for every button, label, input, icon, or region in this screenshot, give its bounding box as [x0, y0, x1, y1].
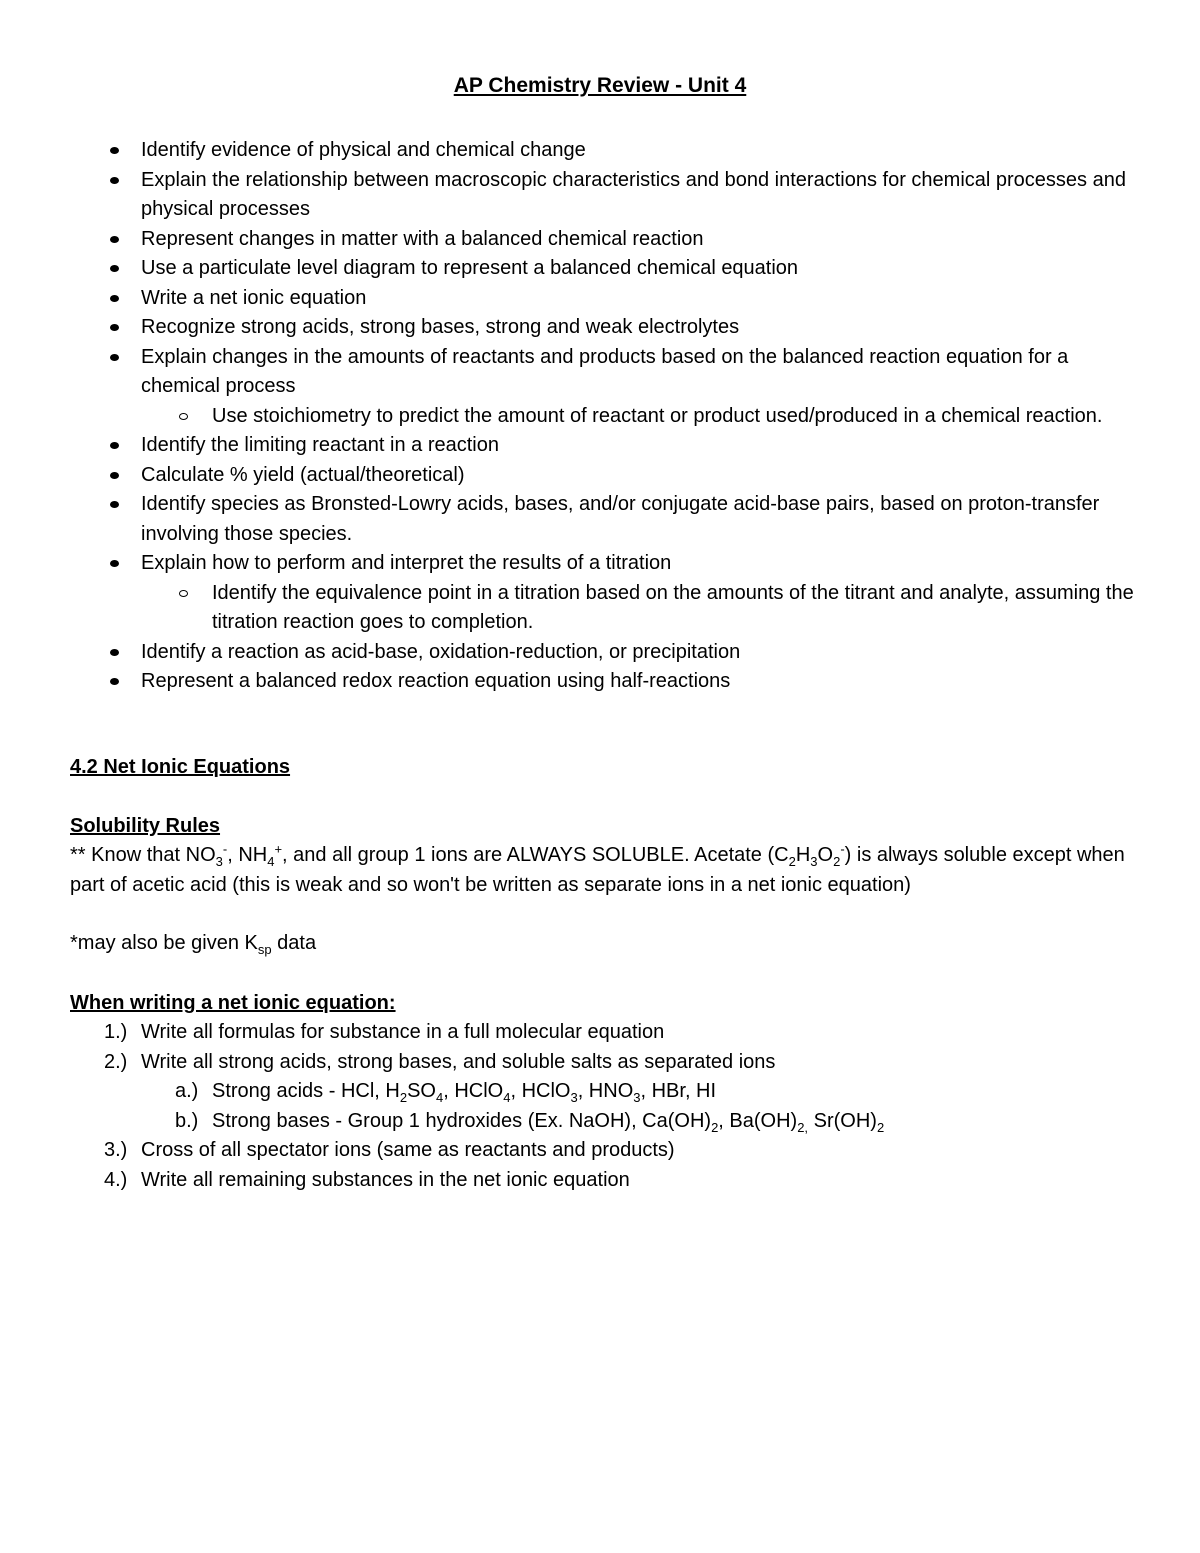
text-run: , HNO	[577, 1080, 634, 1102]
text-run: , Ba(OH)	[718, 1109, 798, 1132]
objective-subitem: Use stoichiometry to predict the amount of reactant or product used/produced in a chemical reaction.	[212, 402, 1141, 432]
subscript: 3	[633, 1090, 641, 1105]
text-run: Strong acids - HCl, H	[212, 1080, 400, 1102]
step-item	[104, 1018, 1154, 1048]
superscript: -	[840, 841, 845, 857]
text-run: data	[271, 932, 317, 954]
step-number: 3.)	[104, 1139, 128, 1161]
subscript: 2	[876, 1119, 885, 1135]
text-run: O	[817, 844, 834, 866]
objective-item: Represent a balanced redox reaction equation using half-reactions	[141, 667, 1141, 697]
subscript: 4	[503, 1090, 511, 1105]
step-number: 2.)	[104, 1050, 128, 1073]
text-run: SO	[407, 1080, 436, 1102]
objective-item: Identify a reaction as acid-base, oxidation-reduction, or precipitation	[141, 638, 1141, 668]
net-ionic-steps-heading: When writing a net ionic equation:	[70, 992, 396, 1014]
objective-item: Represent changes in matter with a balanced chemical reaction	[141, 225, 1141, 255]
step-subitem	[104, 1107, 1154, 1137]
text-run: , and all group 1 ions are ALWAYS SOLUBLE. Acetate (C	[282, 844, 789, 866]
objective-item: Explain the relationship between macroscopic characteristics and bond interactions for chemical processes and physical processes	[141, 166, 1141, 225]
subscript: 3	[810, 854, 818, 869]
text-run: , NH	[227, 844, 268, 866]
page-title: AP Chemistry Review - Unit 4	[453, 74, 747, 97]
ksp-note	[70, 929, 1150, 960]
objective-item: Recognize strong acids, strong bases, strong and weak electrolytes	[141, 313, 1141, 343]
step-subitem	[104, 1077, 1154, 1107]
subscript: 3	[570, 1090, 578, 1105]
subscript: 3	[215, 854, 223, 869]
objective-item: Explain how to perform and interpret the results of a titration	[141, 549, 1141, 579]
step-text: Write all remaining substances in the net ionic equation	[141, 1168, 630, 1191]
objective-item: Identify species as Bronsted-Lowry acids, bases, and/or conjugate acid-base pairs, based on proton-transfer involving those species.	[141, 490, 1141, 549]
step-number: b.)	[175, 1109, 199, 1132]
section-heading: 4.2 Net Ionic Equations	[70, 756, 291, 778]
superscript: +	[274, 841, 283, 857]
step-text: Write all formulas for substance in a full molecular equation	[141, 1021, 665, 1043]
step-item	[104, 1048, 1154, 1078]
step-number: 1.)	[104, 1021, 128, 1043]
text-run: , HClO	[443, 1080, 504, 1102]
text-run: ) is always soluble except when part of acetic acid (this is weak and so won't be written as separate ions in a net ionic equation)	[70, 844, 1125, 896]
objective-item: Calculate % yield (actual/theoretical)	[141, 461, 1141, 491]
solubility-rules-heading: Solubility Rules	[70, 815, 221, 837]
step-number: 4.)	[104, 1168, 128, 1191]
text-run: Strong bases - Group 1 hydroxides (Ex. NaOH), Ca(OH)	[212, 1109, 712, 1132]
step-text: Cross of all spectator ions (same as reactants and products)	[141, 1139, 675, 1161]
objective-item: Identify evidence of physical and chemical change	[141, 136, 1141, 166]
objective-item: Identify the limiting reactant in a reaction	[141, 431, 1141, 461]
net-ionic-steps-list	[104, 1018, 1154, 1195]
text-run: *may also be given K	[70, 932, 258, 954]
subscript: sp	[257, 942, 272, 957]
subscript: 4	[435, 1090, 444, 1105]
subscript: 4	[267, 854, 275, 869]
objective-subitem: Identify the equivalence point in a titration based on the amounts of the titrant and analyte, assuming the titration reaction goes to completion.	[212, 579, 1141, 638]
solubility-rules-text	[70, 841, 1150, 900]
objective-item: Use a particulate level diagram to represent a balanced chemical equation	[141, 254, 1141, 284]
subscript: 2	[399, 1090, 408, 1105]
subscript: 2	[833, 854, 841, 869]
subscript: 2,	[797, 1119, 809, 1135]
step-item	[104, 1166, 1154, 1196]
step-item	[104, 1136, 1154, 1166]
subscript: 2	[788, 854, 796, 869]
text-run: , HClO	[510, 1080, 571, 1102]
objective-item: Explain changes in the amounts of reactants and products based on the balanced reaction equation for a chemical process	[141, 343, 1141, 402]
step-number: a.)	[175, 1080, 199, 1102]
text-run: H	[795, 844, 811, 866]
text-run: , HBr, HI	[640, 1080, 717, 1102]
objective-item: Write a net ionic equation	[141, 284, 1141, 314]
objectives-list	[141, 136, 1141, 697]
superscript: -	[222, 841, 228, 857]
subscript: 2	[711, 1119, 719, 1135]
text-run: Sr(OH)	[808, 1109, 877, 1132]
text-run: ** Know that NO	[70, 844, 216, 866]
step-text: Write all strong acids, strong bases, and soluble salts as separated ions	[141, 1050, 776, 1073]
